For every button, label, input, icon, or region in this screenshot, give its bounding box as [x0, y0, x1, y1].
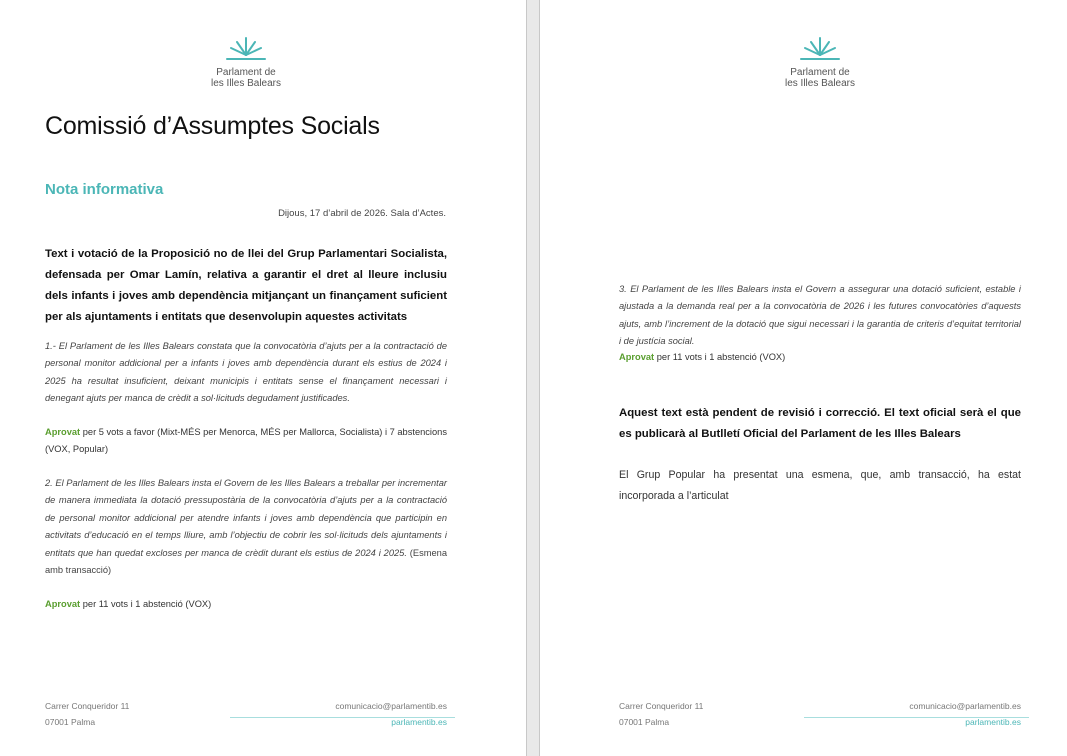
revision-disclaimer: Aquest text està pendent de revisió i correcció. El text oficial serà el que es publicarà al Butlletí Oficial del Parlament de les Illes Balears: [619, 407, 1021, 440]
parliament-logo: [186, 36, 306, 89]
footer-website[interactable]: parlamentib.es: [391, 717, 447, 727]
document-page-2: [540, 0, 1067, 756]
vote-1-result: [45, 424, 447, 457]
logo-line-2: les Illes Balears: [210, 78, 282, 89]
parliament-logo: [760, 36, 880, 89]
footer-address: [45, 698, 129, 730]
sunburst-logo-icon: [798, 36, 842, 62]
note-subtitle: Nota informativa: [45, 181, 164, 198]
footer-email[interactable]: comunicacio@parlamentib.es: [335, 701, 447, 711]
page-separator: [526, 0, 527, 756]
footer-address-line-1: Carrer Conqueridor 11: [619, 701, 704, 711]
footer-contact: [300, 698, 447, 730]
footer-address-line-2: 07001 Palma: [619, 717, 670, 727]
footer-website[interactable]: parlamentib.es: [965, 717, 1021, 727]
vote-3-status: Aprovat: [619, 352, 655, 362]
logo-line-1: Parlament de: [790, 67, 850, 78]
footer-address: [619, 698, 703, 730]
committee-title: Comissió d’Assumptes Socials: [45, 112, 380, 140]
document-page-1: [0, 0, 526, 756]
session-dateline: Dijous, 17 d’abril de 2026. Sala d’Actes.: [278, 208, 446, 219]
point-2-block: [45, 475, 447, 579]
footer-email[interactable]: comunicacio@parlamentib.es: [909, 701, 1021, 711]
vote-1-detail: per 5 vots a favor (Mixt-MÉS per Menorca, MÉS per Mallorca, Socialista) i 7 abstencions (VOX, Popular): [45, 427, 447, 454]
point-3-text: 3. El Parlament de les Illes Balears insta el Govern a assegurar una dotació suficient, estable i ajustada a la demanda real per a la convocatòria de 2026 i les futures convocatòries d’aquests ajuts, amb l’increment de la dotació que sigui necessari i la garantia de criteris d’equitat territorial i de justícia social.: [619, 284, 1021, 347]
point-2-text: 2. El Parlament de les Illes Balears insta el Govern de les Illes Balears a treballar per incrementar de manera immediata la dotació pressupostària de la convocatòria d’ajuts per a la contractació de personal monitor addicional per atendre infants i joves amb dependència que participin en activitats d’educació en el temps lliure, amb l’objectiu de cobrir les sol·licituds dels ajuntaments i entitats que han quedat excloses per manca de crèdit durant els estius de 2024 i 2025.: [45, 478, 447, 558]
point-1-text: 1.- El Parlament de les Illes Balears constata que la convocatòria d’ajuts per a la contractació de personal monitor addicional per a infants i joves amb dependència durant els estius de 2024 i 2025 ha resultat insuficient, deixant municipis i entitats sense el finançament necessari i denegant ajuts per manca de crèdit a sol·licituds degudament justificades.: [45, 341, 447, 404]
footer-address-line-1: Carrer Conqueridor 11: [45, 701, 130, 711]
vote-2-result: [45, 596, 447, 613]
logo-line-2: les Illes Balears: [784, 78, 856, 89]
vote-3-detail: per 11 vots i 1 abstenció (VOX): [654, 352, 786, 362]
vote-2-status: Aprovat: [45, 599, 81, 609]
sunburst-logo-icon: [224, 36, 268, 62]
vote-3-result: [619, 349, 1021, 366]
proposal-heading: Text i votació de la Proposició no de llei del Grup Parlamentari Socialista, defensada per Omar Lamín, relativa a garantir el dret al lleure inclusiu dels infants i joves amb dependència mitjançant un finançament suficient per als ajuntaments i entitats que desenvolupin aquestes activitats: [45, 248, 447, 323]
footer-contact: [874, 698, 1021, 730]
footer-address-line-2: 07001 Palma: [45, 717, 96, 727]
amendment-note: El Grup Popular ha presentat una esmena, que, amb transacció, ha estat incorporada a l’articulat: [619, 469, 1021, 502]
vote-1-status: Aprovat: [45, 427, 81, 437]
vote-2-detail: per 11 vots i 1 abstenció (VOX): [80, 599, 212, 609]
point-2-amendment-note: (Esmena amb transacció): [45, 547, 447, 576]
logo-line-1: Parlament de: [216, 67, 276, 78]
